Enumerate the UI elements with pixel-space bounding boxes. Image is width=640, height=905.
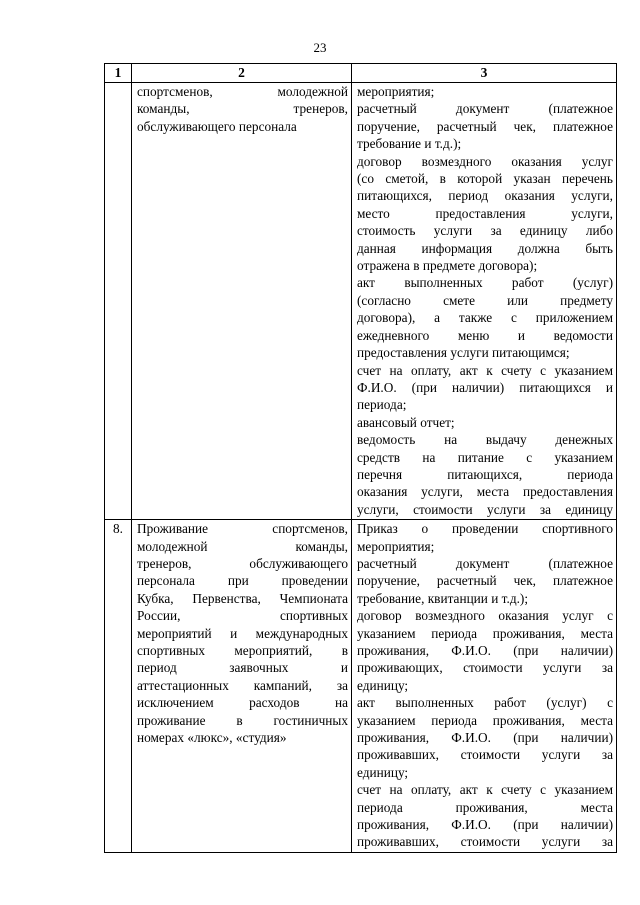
document-line: проживавших, стоимости услуги за	[357, 834, 613, 850]
description-line: мероприятий и международных	[137, 625, 348, 641]
document-item	[357, 431, 613, 518]
description-line: спортсменов, молодежной	[137, 84, 348, 99]
document-line: проживания, Ф.И.О. (при наличии)	[357, 730, 613, 746]
documents-table	[104, 63, 617, 853]
document-line: Приказ о проведении спортивного	[357, 521, 613, 537]
document-line: акт выполненных работ (услуг) с	[357, 695, 613, 711]
document-line: поручение, расчетный чек, платежное	[357, 118, 613, 134]
header-cell-documents: 3	[352, 64, 617, 83]
document-item	[357, 414, 613, 431]
header-cell-number: 1	[105, 64, 132, 83]
document-line: проживающих, стоимости услуги за	[357, 660, 613, 676]
document-line: единицу;	[357, 764, 409, 780]
document-line: данная информация должна быть	[357, 240, 613, 256]
description-line: исключением расходов на	[137, 695, 348, 711]
header-cell-description: 2	[132, 64, 352, 83]
row-description-cell	[132, 520, 352, 853]
document-line: (согласно смете или предмету	[357, 292, 613, 308]
description-line: молодежной команды,	[137, 538, 348, 554]
document-item	[357, 100, 613, 152]
table-header-row	[105, 64, 617, 83]
document-line: питающихся, период оказания услуги,	[357, 188, 613, 204]
document-line: (со сметой, в которой указан перечень	[357, 171, 613, 187]
description-line: период заявочных и	[137, 660, 348, 676]
document-line: место предоставления услуги,	[357, 205, 613, 221]
description-line: номерах «люкс», «студия»	[137, 730, 287, 746]
document-line: мероприятия;	[357, 538, 435, 554]
document-line: счет на оплату, акт к счету с указанием	[357, 362, 613, 378]
document-line: расчетный документ (платежное	[357, 101, 613, 117]
document-line: договора), а также с приложением	[357, 310, 613, 326]
document-line: Ф.И.О. (при наличии) питающихся и	[357, 379, 613, 395]
document-item	[357, 607, 613, 694]
table-body	[105, 64, 617, 853]
document-line: отражена в предмете договора);	[357, 258, 538, 274]
description-line: Проживание спортсменов,	[137, 521, 348, 537]
document-line: требование и т.д.);	[357, 136, 462, 152]
document-line: указанием периода проживания, места	[357, 712, 613, 728]
description-line: персонала при проведении	[137, 573, 348, 589]
document-line: мероприятия;	[357, 84, 435, 99]
document-line: счет на оплату, акт к счету с указанием	[357, 782, 613, 798]
document-item	[357, 83, 613, 100]
document-line: оказания услуги, места предоставления	[357, 484, 613, 500]
document-line: предоставления услуги питающимся;	[357, 345, 570, 361]
row-documents-cell	[352, 83, 617, 520]
document-line: авансовый отчет;	[357, 414, 455, 430]
description-line: команды, тренеров,	[137, 101, 348, 117]
document-line: стоимость услуги за единицу либо	[357, 223, 613, 239]
document-item	[357, 520, 613, 555]
description-line: тренеров, обслуживающего	[137, 555, 348, 571]
document-item	[357, 781, 613, 851]
row-documents-cell	[352, 520, 617, 853]
document-line: поручение, расчетный чек, платежное	[357, 573, 613, 589]
document-line: договор возмездного оказания услуг с	[357, 608, 613, 624]
row-description-cell	[132, 83, 352, 520]
document-item	[357, 153, 613, 275]
document-item	[357, 274, 613, 361]
document-line: проживавших, стоимости услуги за	[357, 747, 613, 763]
document-line: расчетный документ (платежное	[357, 555, 613, 571]
document-line: ежедневного меню и ведомости	[357, 327, 613, 343]
description-line: Кубка, Первенства, Чемпионата	[137, 590, 348, 606]
document-line: проживания, Ф.И.О. (при наличии)	[357, 643, 613, 658]
description-line: обслуживающего персонала	[137, 118, 297, 134]
description-line: проживание в гостиничных	[137, 712, 348, 728]
document-line: услуги, стоимости услуги за единицу	[357, 501, 613, 517]
row-number-cell: 8.	[105, 520, 132, 853]
document-line: требование, квитанции и т.д.);	[357, 590, 529, 606]
document-item	[357, 362, 613, 414]
table-row	[105, 83, 617, 520]
document-line: единицу;	[357, 677, 409, 693]
document-line: перечня питающихся, периода	[357, 466, 613, 482]
document-line: ведомость на выдачу денежных	[357, 432, 613, 448]
document-line: акт выполненных работ (услуг)	[357, 275, 613, 291]
table-row	[105, 520, 617, 853]
document-line: средств на питание с указанием	[357, 449, 613, 465]
document-item	[357, 555, 613, 607]
description-line: России, спортивных	[137, 608, 348, 624]
row-number-cell	[105, 83, 132, 520]
document-line: договор возмездного оказания услуг	[357, 153, 613, 169]
description-line: спортивных мероприятий, в	[137, 643, 348, 658]
document-line: периода проживания, места	[357, 799, 613, 815]
page-number: 23	[313, 40, 327, 55]
document-item	[357, 694, 613, 781]
document-line: проживания, Ф.И.О. (при наличии)	[357, 817, 613, 833]
document-line: периода;	[357, 397, 407, 413]
document-line: указанием периода проживания, места	[357, 625, 613, 641]
description-line: аттестационных кампаний, за	[137, 677, 348, 693]
